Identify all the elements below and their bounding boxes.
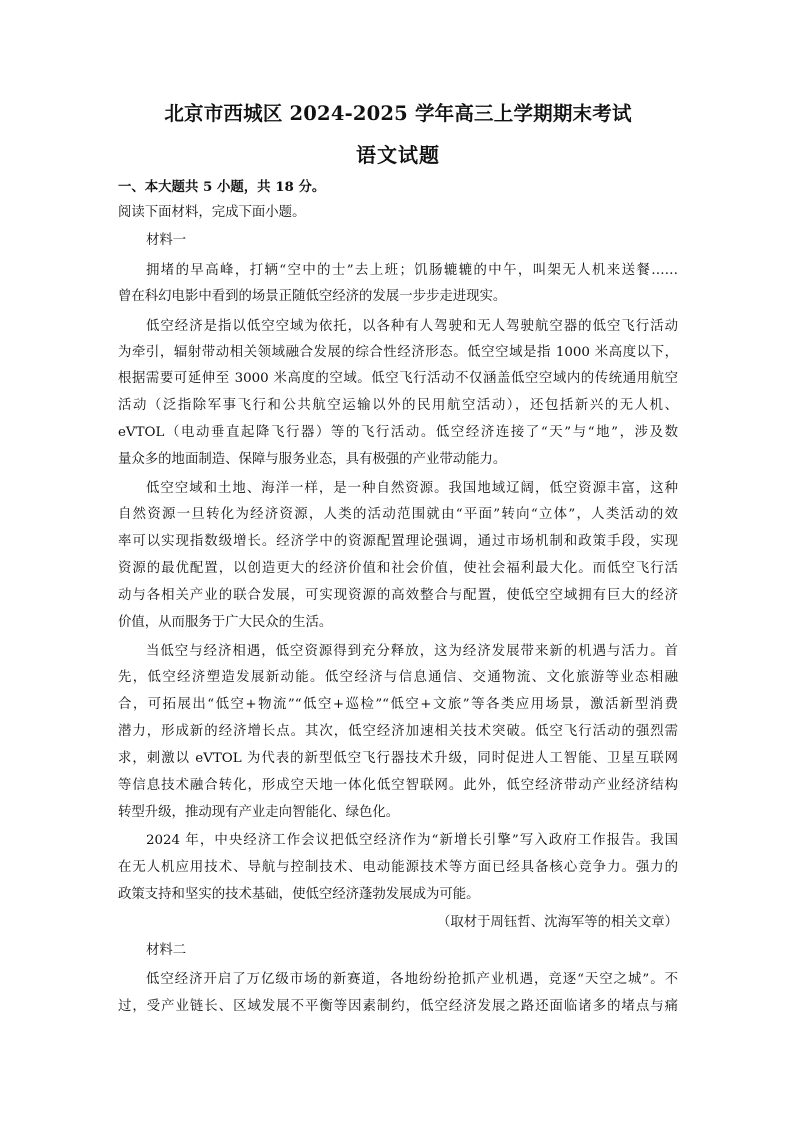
paragraph-line: 政策支持和坚实的技术基础，使低空经济蓬勃发展成为可能。	[118, 887, 480, 902]
source-citation: （取材于周钰哲、沈海军等的相关文章）	[436, 915, 678, 930]
paragraph-line: 价值，从而服务于广大民众的生活。	[118, 615, 333, 630]
paragraph-line: 当低空与经济相遇，低空资源得到充分释放，这为经济发展带来新的机遇与活力。首	[146, 644, 678, 659]
material-one-label: 材料一	[146, 233, 187, 248]
document-subtitle: 语文试题	[356, 143, 440, 167]
exam-page	[118, 0, 678, 1123]
paragraph-line: eVTOL（电动垂直起降飞行器）等的飞行活动。低空经济连接了“天”与“地”，涉及数	[118, 425, 678, 440]
paragraph-line: 低空经济开启了万亿级市场的新赛道，各地纷纷抢抓产业机遇，竞逐“天空之城”。不	[146, 972, 678, 987]
paragraph-line: 量众多的地面制造、保障与服务业态，具有极强的产业带动能力。	[118, 452, 507, 467]
paragraph-line: 资源的最优配置，以创造更大的经济价值和社会价值，使社会福利最大化。而低空飞行活	[118, 561, 678, 576]
paragraph-line: 根据需要可延伸至 3000 米高度的空域。低空飞行活动不仅涵盖低空空域内的传统通用航空	[118, 371, 678, 386]
paragraph-line: 低空经济是指以低空空域为依托，以各种有人驾驶和无人驾驶航空器的低空飞行活动	[146, 319, 678, 334]
paragraph-line: 合，可拓展出“低空+物流”“低空+巡检”“低空+文旅”等各类应用场景，激活新型消费	[118, 697, 678, 712]
paragraph-line: 2024 年，中央经济工作会议把低空经济作为“新增长引擎”写入政府工作报告。我国	[146, 833, 678, 848]
paragraph-line: 转型升级，推动现有产业走向智能化、绿色化。	[118, 805, 400, 820]
paragraph-line: 求，刺激以 eVTOL 为代表的新型低空飞行器技术升级，同时促进人工智能、卫星互联网	[118, 751, 678, 766]
paragraph-line: 先，低空经济塑造发展新动能。低空经济与信息通信、交通物流、文化旅游等业态相融	[118, 670, 678, 685]
paragraph-line: 动与各相关产业的联合发展，可实现资源的高效整合与配置，使低空空域拥有巨大的经济	[118, 588, 678, 603]
paragraph-line: 等信息技术融合转化，形成空天地一体化低空智联网。此外，低空经济带动产业经济结构	[118, 778, 678, 793]
material-two-label: 材料二	[146, 943, 187, 958]
paragraph-line: 为牵引，辐射带动相关领域融合发展的综合性经济形态。低空空域是指 1000 米高度以下，	[118, 345, 678, 360]
paragraph-line: 拥堵的早高峰，打辆“空中的士”去上班；饥肠辘辘的中午，叫架无人机来送餐……	[146, 263, 678, 278]
paragraph-line: 活动（泛指除军事飞行和公共航空运输以外的民用航空活动），还包括新兴的无人机、	[118, 398, 678, 413]
section-heading: 一、本大题共 5 小题，共 18 分。	[118, 179, 326, 195]
paragraph-line: 过，受产业链长、区域发展不平衡等因素制约，低空经济发展之路还面临诸多的堵点与痛	[118, 999, 678, 1014]
paragraph-line: 自然资源一旦转化为经济资源，人类的活动范围就由“平面”转向“立体”，人类活动的效	[118, 507, 678, 522]
document-title: 北京市西城区 2024-2025 学年高三上学期期末考试	[164, 102, 632, 125]
paragraph-line: 潜力，形成新的经济增长点。其次，低空经济加速相关技术突破。低空飞行活动的强烈需	[118, 724, 678, 739]
paragraph-line: 曾在科幻电影中看到的场景正随低空经济的发展一步步走进现实。	[118, 289, 507, 304]
paragraph-line: 率可以实现指数级增长。经济学中的资源配置理论强调，通过市场机制和政策手段，实现	[118, 534, 678, 549]
paragraph-line: 低空空域和土地、海洋一样，是一种自然资源。我国地域辽阔，低空资源丰富，这种	[146, 481, 678, 496]
paragraph-line: 在无人机应用技术、导航与控制技术、电动能源技术等方面已经具备核心竞争力。强力的	[118, 860, 678, 875]
instruction-text: 阅读下面材料，完成下面小题。	[118, 205, 306, 220]
